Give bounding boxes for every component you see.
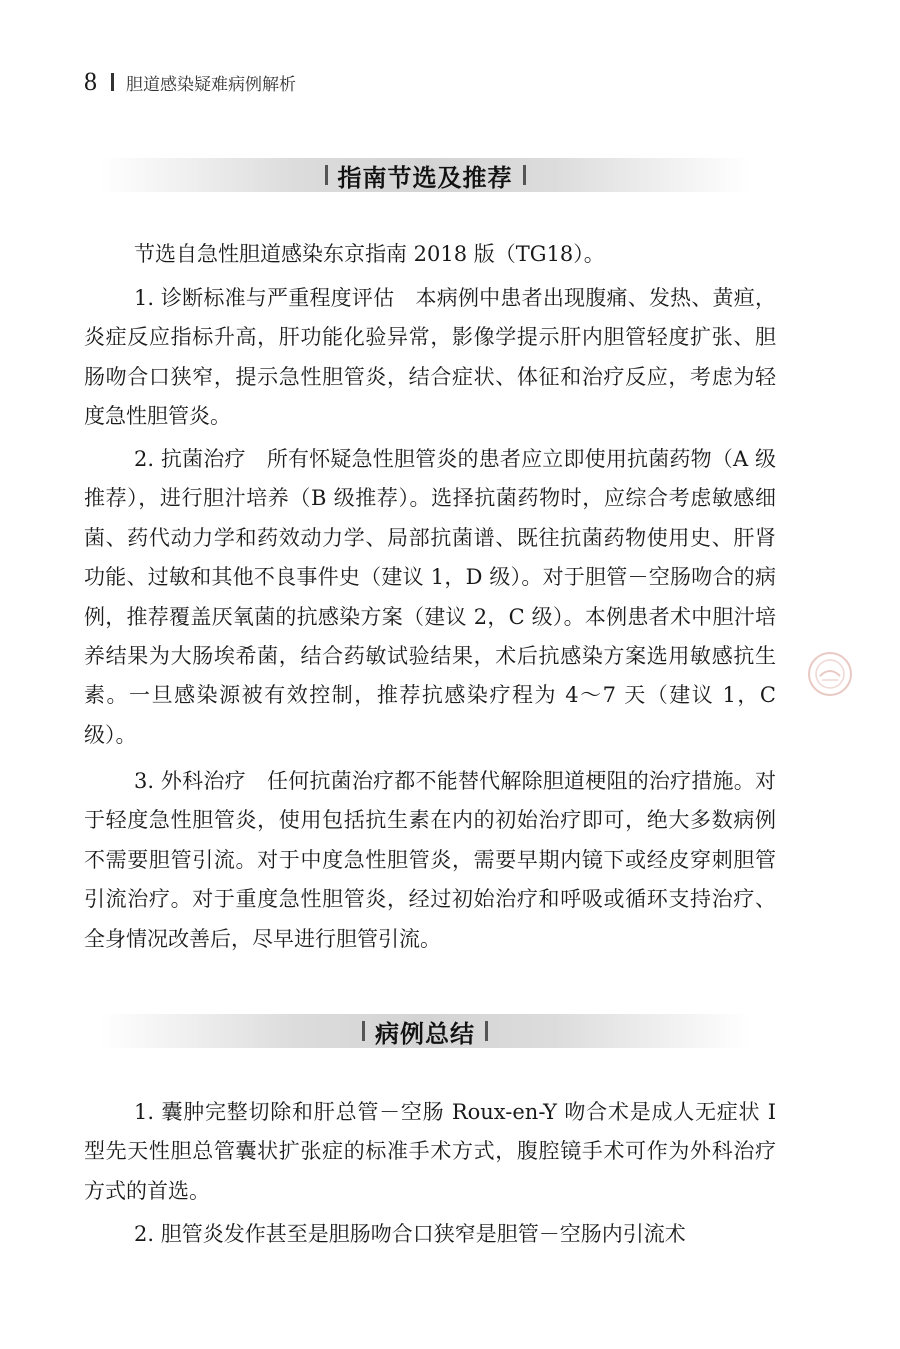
paragraph: 节选自急性胆道感染东京指南 2018 版（TG18）。 (134, 242, 605, 266)
header-divider (111, 73, 114, 91)
heading-bar-right (485, 1021, 488, 1041)
book-title: 胆道感染疑难病例解析 (126, 74, 296, 95)
paragraph: 2. 胆管炎发作甚至是胆肠吻合口狭窄是胆管－空肠内引流术 (134, 1222, 686, 1246)
paragraph: 3. 外科治疗 任何抗菌治疗都不能替代解除胆道梗阻的治疗措施。对于轻度急性胆管炎，使用包括抗生素在内的初始治疗即可，绝大多数病例不需要胆管引流。对于中度急性胆管炎，需要早期内镜下或经皮穿刺胆管引流治疗。对于重度急性胆管炎，经过初始治疗和呼吸或循环支持治疗、全身情况改善后，尽早进行胆管引流。 (84, 769, 776, 951)
heading-bar-left (362, 1021, 365, 1041)
section-heading-summary (100, 1014, 750, 1048)
heading-bar-right (523, 165, 526, 185)
section-title: 病例总结 (375, 1019, 475, 1048)
heading-bar-left (325, 165, 328, 185)
watermark-seal-icon (806, 650, 854, 698)
paragraph: 1. 诊断标准与严重程度评估 本病例中患者出现腹痛、发热、黄疸，炎症反应指标升高，肝功能化验异常，影像学提示肝内胆管轻度扩张、胆肠吻合口狭窄，提示急性胆管炎，结合症状、体征和治疗反应，考虑为轻度急性胆管炎。 (84, 286, 776, 429)
paragraph: 1. 囊肿完整切除和肝总管－空肠 Roux-en-Y 吻合术是成人无症状 I 型先天性胆总管囊状扩张症的标准手术方式，腹腔镜手术可作为外科治疗方式的首选。 (84, 1100, 776, 1203)
section-heading-guidelines (100, 158, 750, 192)
running-header (84, 62, 296, 102)
page-number: 8 (84, 67, 97, 96)
section-title: 指南节选及推荐 (337, 163, 513, 192)
paragraph: 2. 抗菌治疗 所有怀疑急性胆管炎的患者应立即使用抗菌药物（A 级推荐），进行胆汁培养（B 级推荐）。选择抗菌药物时，应综合考虑敏感细菌、药代动力学和药效动力学、局部抗菌谱、既往抗菌药物使用史、肝肾功能、过敏和其他不良事件史（建议 1，D 级）。对于胆管－空肠吻合的病例，推荐覆盖厌氧菌的抗感染方案（建议 2，C 级）。本例患者术中胆汁培养结果为大肠埃希菌，结合药敏试验结果，术后抗感染方案选用敏感抗生素。一旦感染源被有效控制，推荐抗感染疗程为 4～7 天（建议 1，C 级）。 (84, 447, 776, 747)
